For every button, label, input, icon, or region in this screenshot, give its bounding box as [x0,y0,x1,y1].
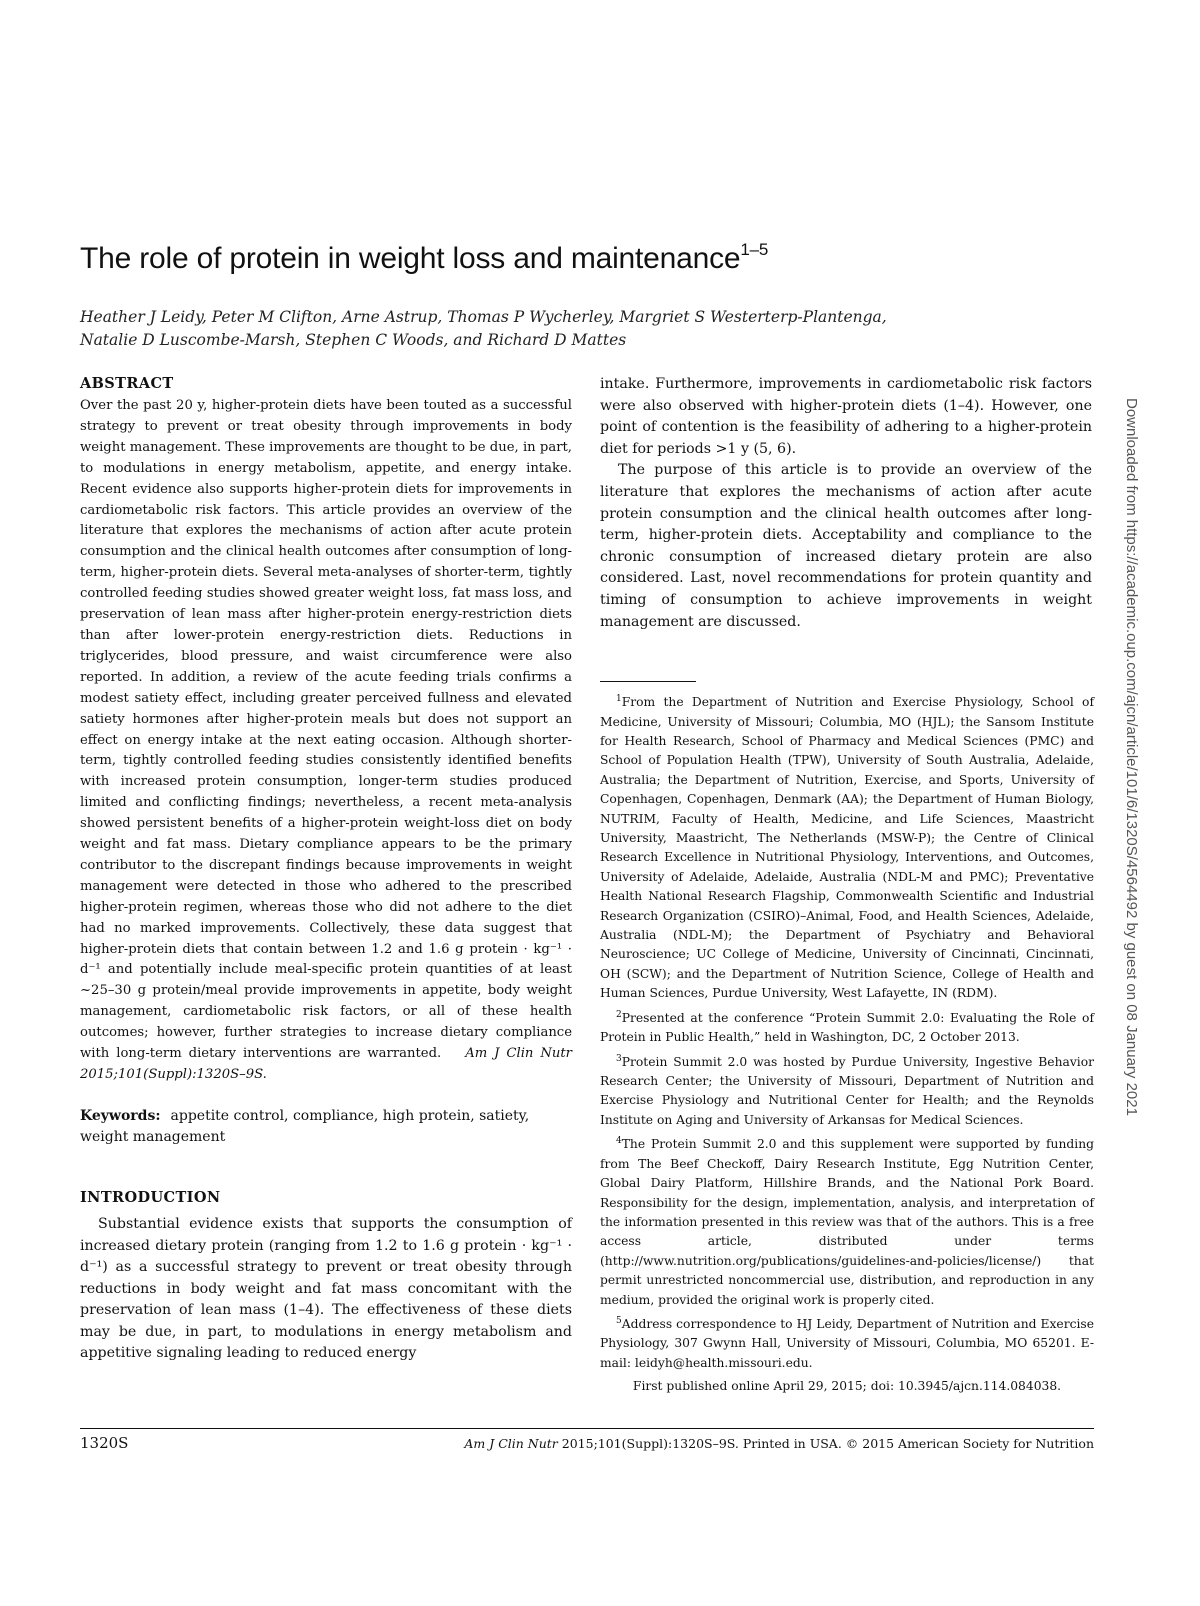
footnote [600,1006,1094,1048]
introduction-heading: INTRODUCTION [80,1188,221,1206]
introduction-paragraph-1-continued: intake. Furthermore, improvements in cardiometabolic risk factors were also observed with higher-protein diets (1–4). However, one point of contention is the feasibility of adhering to a higher-protein diet for periods >1 y (5, 6). [600,376,1092,457]
introduction-paragraph-1: Substantial evidence exists that supports the consumption of increased dietary protein (ranging from 1.2 to 1.6 g protein · kg⁻¹ · d⁻¹) as a successful strategy to prevent or treat obesity through reductions in body weight and fat mass concomitant with the preservation of lean mass (1–4). The effectiveness of these diets may be due, in part, to modulations in energy metabolism and appetitive signaling leading to reduced energy [80,1215,572,1362]
keywords-text: appetite control, compliance, high protein, satiety, weight management [80,1107,530,1145]
left-column [80,374,572,1365]
download-watermark: Downloaded from https://academic.oup.com/ajcn/article/101/6/1320S/4564492 by guest on 08 January 2021 [1123,398,1140,1116]
title-footnote-marker[interactable]: 1–5 [740,240,769,259]
footnote-number: 5 [616,1315,622,1326]
abstract-text [80,396,572,1086]
footnote-number: 1 [616,694,622,704]
journal-footer [464,1436,1094,1451]
footnote-number: 2 [616,1009,622,1020]
article-title-text: The role of protein in weight loss and maintenance [80,242,741,275]
introduction-paragraph-2: The purpose of this article is to provide an overview of the literature that explores the mechanisms of action after acute protein consumption and the clinical health outcomes after long-term, higher-protein diets. Acceptability and compliance to the chronic consumption of increased dietary protein are also considered. Last, novel recommendations for protein quantity and timing of consumption to achieve improvements in weight management are discussed. [600,462,1092,630]
footnote [600,1050,1094,1131]
journal-name: Am J Clin Nutr [464,1436,558,1451]
footnote-text: From the Department of Nutrition and Exercise Physiology, School of Medicine, University of Missouri; Columbia, MO (HJL); the Sansom Institute for Health Research, School of Pharmacy and Medical Sciences (PMC) and School of Population Health (TPW), University of South Australia, Adelaide, Australia; the Department of Nutrition, Exercise, and Sports, University of Copenhagen, Copenhagen, Denmark (AA); the Department of Human Biology, NUTRIM, Faculty of Health, Medicine, and Life Sciences, Maastricht University, Maastricht, The Netherlands (MSW-P); the Centre of Clinical Research Excellence in Nutritional Physiology, Interventions, and Outcomes, University of Adelaide, Adelaide, Australia (NDL-M and PMC); Preventative Health National Research Flagship, Commonwealth Scientific and Industrial Research Organization (CSIRO)–Animal, Food, and Health Sciences, Adelaide, Australia (NDL-M); the Department of Psychiatry and Behavioral Neuroscience; UC College of Medicine, University of Cincinnati, Cincinnati, OH (SCW); and the Department of Nutrition Science, College of Health and Human Sciences, Purdue University, West Lafayette, IN (RDM). [600,695,1094,1001]
article-title [80,242,1100,276]
abstract-heading: ABSTRACT [80,375,174,392]
footnote [600,690,1094,1004]
footnote-text: The Protein Summit 2.0 and this supplement were supported by funding from The Beef Checkoff, Dairy Research Institute, Egg Nutrition Center, Global Dairy Platform, Hillshire Brands, and the National Pork Board. Responsibility for the design, implementation, analysis, and interpretation of the information presented in this review was that of the authors. This is a free access article, distributed under terms (http://www.nutrition.org/publications/guidelines-and-policies/license/) that permit unrestricted noncommercial use, distribution, and reproduction in any medium, provided the original work is properly cited. [600,1137,1094,1307]
footnote [600,1312,1094,1373]
footnotes [600,690,1094,1399]
footnote [600,1132,1094,1310]
footnote-divider [600,681,696,682]
abstract-body: Over the past 20 y, higher-protein diets have been touted as a successful strategy to prevent or treat obesity through improvements in body weight management. These improvements are thought to be due, in part, to modulations in energy metabolism, appetite, and energy intake. Recent evidence also supports higher-protein diets for improvements in cardiometabolic risk factors. This article provides an overview of the literature that explores the mechanisms of action after acute protein consumption and the clinical health outcomes after consumption of long-term, higher-protein diets. Several meta-analyses of shorter-term, tightly controlled feeding studies showed greater weight loss, fat mass loss, and preservation of lean mass after higher-protein energy-restriction diets than after lower-protein energy-restriction diets. Reductions in triglycerides, blood pressure, and waist circumference were also reported. In addition, a review of the acute feeding trials confirms a modest satiety effect, including greater perceived fullness and elevated satiety hormones after higher-protein meals but does not support an effect on energy intake at the next eating occasion. Although shorter-term, tightly controlled feeding studies consistently identified benefits with increased protein consumption, longer-term studies produced limited and conflicting findings; nevertheless, a recent meta-analysis showed persistent benefits of a higher-protein weight-loss diet on body weight and fat mass. Dietary compliance appears to be the primary contributor to the discrepant findings because improvements in weight management were detected in those who adhered to the prescribed higher-protein regimen, whereas those who did not adhere to the diet had no marked improvements. Collectively, these data suggest that higher-protein diets that contain between 1.2 and 1.6 g protein · kg⁻¹ · d⁻¹ and potentially include meal-specific protein quantities of at least ~25–30 g protein/meal provide improvements in appetite, body weight management, cardiometabolic risk factors, or all of these health outcomes; however, further strategies to increase dietary compliance with long-term dietary interventions are warranted. [80,398,572,1062]
author-line-2: Natalie D Luscombe-Marsh, Stephen C Woods, and Richard D Mattes [80,331,627,349]
footer-divider [80,1428,1094,1429]
footnote-text: Address correspondence to HJ Leidy, Department of Nutrition and Exercise Physiology, 307 Gwynn Hall, University of Missouri, Columbia, MO 65201. E-mail: leidyh@health.missouri.edu. [600,1317,1094,1370]
keywords-label: Keywords: [80,1107,161,1124]
abstract-citation: Am J Clin Nutr 2015;101(Suppl):1320S–9S. [80,1046,572,1082]
keywords [80,1106,572,1148]
publication-note: First published online April 29, 2015; doi: 10.3945/ajcn.114.084038. [632,1379,1062,1394]
author-line-1: Heather J Leidy, Peter M Clifton, Arne Astrup, Thomas P Wycherley, Margriet S Westerterp-Plantenga, [80,308,887,326]
journal-footer-text: 2015;101(Suppl):1320S–9S. Printed in USA. © 2015 American Society for Nutrition [557,1436,1094,1451]
footnote-text: Presented at the conference “Protein Summit 2.0: Evaluating the Role of Protein in Public Health,” held in Washington, DC, 2 October 2013. [600,1010,1094,1045]
page-number: 1320S [80,1434,129,1452]
right-column [600,374,1092,633]
footnote-text: Protein Summit 2.0 was hosted by Purdue University, Ingestive Behavior Research Center; the University of Missouri, Department of Nutrition and Exercise Physiology and Nutritional Center for Health; and the Reynolds Institute on Aging and University of Arkansas for Medical Sciences. [600,1054,1094,1127]
footnote-number: 3 [616,1053,622,1064]
footnote-number: 4 [616,1136,622,1147]
author-list [80,306,1100,352]
